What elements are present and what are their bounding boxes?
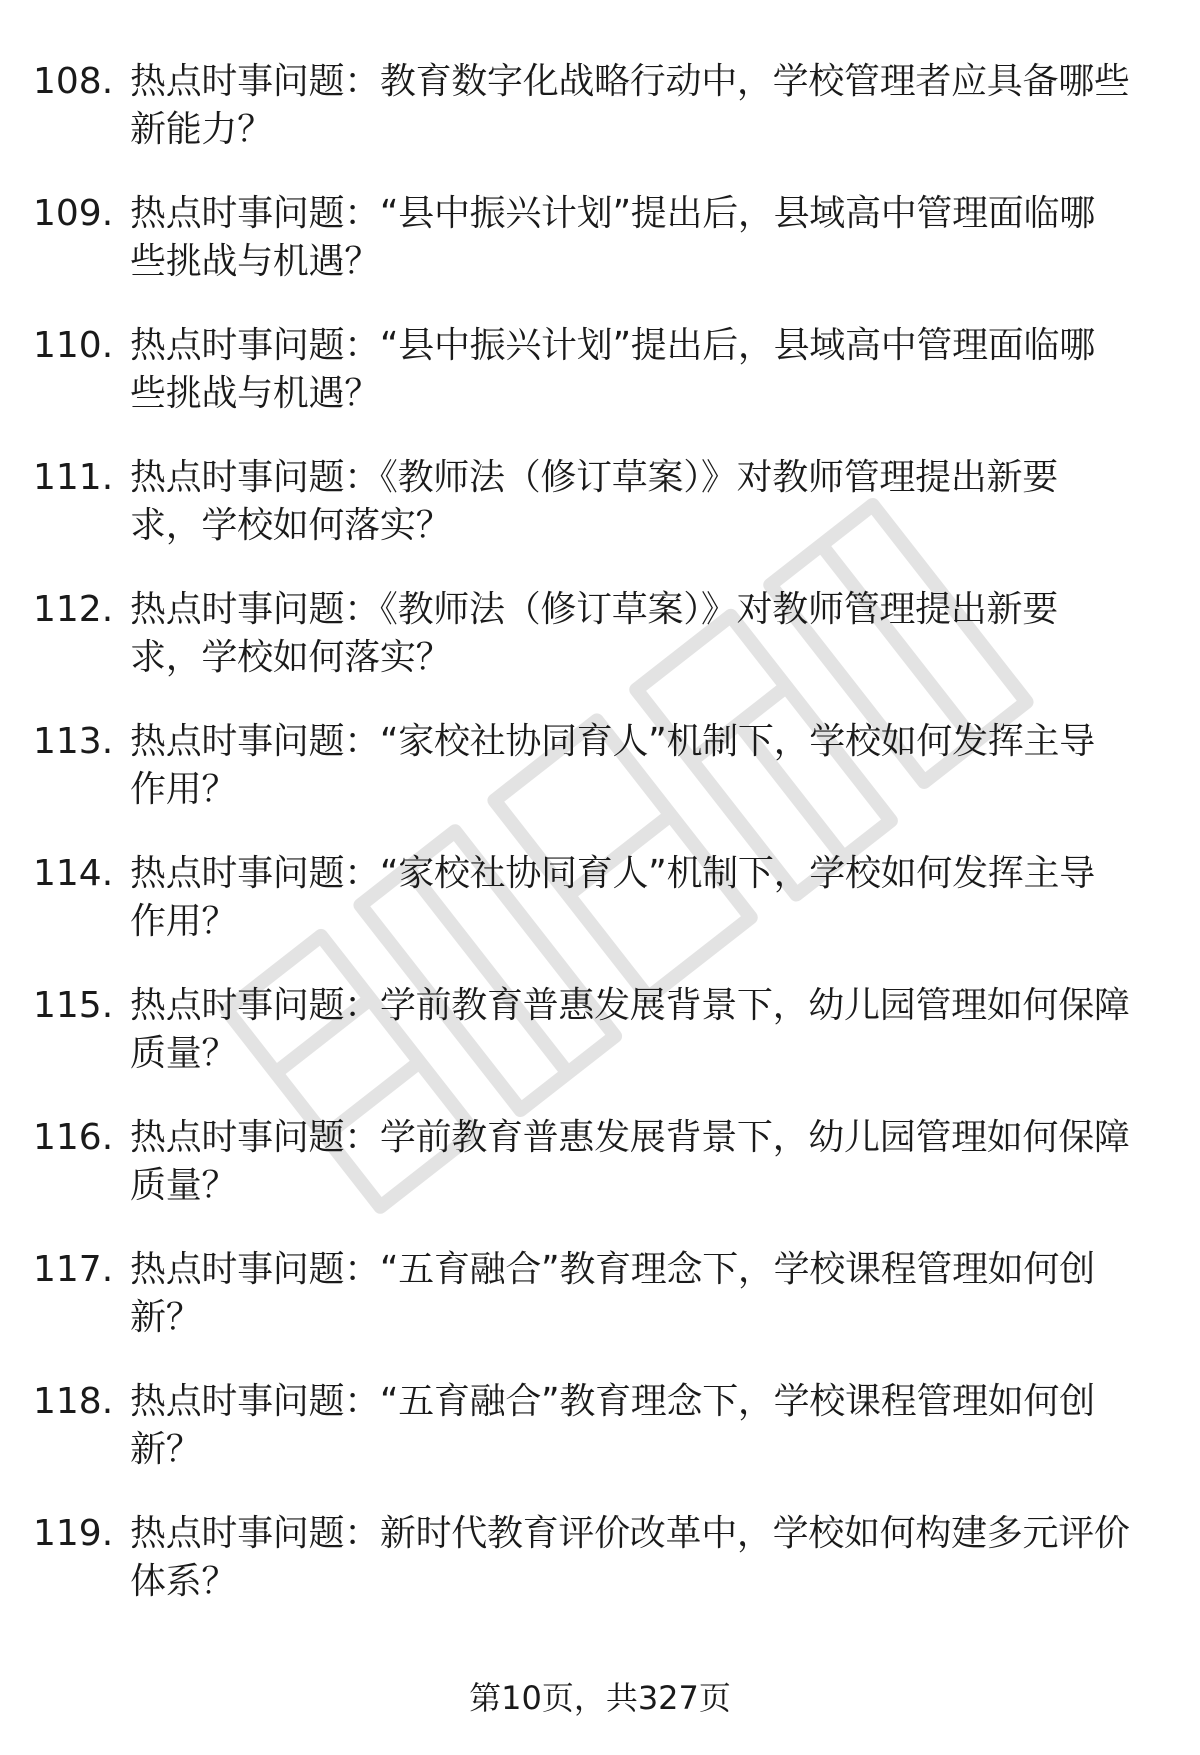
question-text bbox=[130, 1378, 1145, 1474]
question-text-line: 热点时事问题：“县中振兴计划”提出后，县域高中管理面临哪 bbox=[130, 193, 1095, 234]
question-text bbox=[130, 982, 1145, 1078]
question-number: 112. bbox=[33, 589, 114, 630]
question-number: 116. bbox=[33, 1117, 114, 1158]
question-text-line: 质量？ bbox=[130, 1033, 238, 1074]
question-text-line: 求，学校如何落实？ bbox=[130, 637, 452, 678]
question-list bbox=[0, 58, 1200, 1642]
question-text-line: 热点时事问题：《教师法（修订草案）》对教师管理提出新要 bbox=[130, 589, 1058, 630]
question-text bbox=[130, 454, 1145, 550]
question-number: 111. bbox=[33, 457, 114, 498]
question-text-line: 新能力？ bbox=[130, 109, 273, 150]
page-number: 第10页，共327页 bbox=[469, 1679, 731, 1717]
question-number: 109. bbox=[33, 193, 114, 234]
list-item bbox=[0, 1246, 1200, 1378]
list-item bbox=[0, 586, 1200, 718]
question-text-line: 热点时事问题：《教师法（修订草案）》对教师管理提出新要 bbox=[130, 457, 1058, 498]
question-text bbox=[130, 1246, 1145, 1342]
question-number: 115. bbox=[33, 985, 114, 1026]
list-item bbox=[0, 982, 1200, 1114]
question-text bbox=[130, 586, 1145, 682]
question-number: 118. bbox=[33, 1381, 114, 1422]
question-number: 108. bbox=[33, 61, 114, 102]
question-text-line: 体系？ bbox=[130, 1561, 238, 1602]
question-text bbox=[130, 190, 1145, 286]
question-text bbox=[130, 1510, 1145, 1606]
question-text-line: 热点时事问题：“家校社协同育人”机制下，学校如何发挥主导 bbox=[130, 721, 1095, 762]
question-text-line: 作用？ bbox=[130, 769, 238, 810]
question-text-line: 新？ bbox=[130, 1429, 202, 1470]
list-item bbox=[0, 190, 1200, 322]
question-text bbox=[130, 1114, 1145, 1210]
question-number: 114. bbox=[33, 853, 114, 894]
question-text-line: 作用？ bbox=[130, 901, 238, 942]
question-text-line: 热点时事问题：新时代教育评价改革中，学校如何构建多元评价 bbox=[130, 1513, 1130, 1554]
question-text-line: 热点时事问题：教育数字化战略行动中，学校管理者应具备哪些 bbox=[130, 61, 1130, 102]
question-number: 110. bbox=[33, 325, 114, 366]
question-text-line: 热点时事问题：“五育融合”教育理念下，学校课程管理如何创 bbox=[130, 1381, 1095, 1422]
question-text-line: 些挑战与机遇？ bbox=[130, 373, 380, 414]
question-number: 119. bbox=[33, 1513, 114, 1554]
list-item bbox=[0, 1510, 1200, 1642]
question-text bbox=[130, 850, 1145, 946]
question-text-line: 质量？ bbox=[130, 1165, 238, 1206]
question-number: 117. bbox=[33, 1249, 114, 1290]
question-number: 113. bbox=[33, 721, 114, 762]
list-item bbox=[0, 1378, 1200, 1510]
question-text-line: 热点时事问题：学前教育普惠发展背景下，幼儿园管理如何保障 bbox=[130, 1117, 1130, 1158]
question-text bbox=[130, 58, 1145, 154]
list-item bbox=[0, 322, 1200, 454]
question-text-line: 热点时事问题：“县中振兴计划”提出后，县域高中管理面临哪 bbox=[130, 325, 1095, 366]
question-text-line: 热点时事问题：“五育融合”教育理念下，学校课程管理如何创 bbox=[130, 1249, 1095, 1290]
question-text-line: 些挑战与机遇？ bbox=[130, 241, 380, 282]
question-text-line: 热点时事问题：“家校社协同育人”机制下，学校如何发挥主导 bbox=[130, 853, 1095, 894]
list-item bbox=[0, 1114, 1200, 1246]
list-item bbox=[0, 850, 1200, 982]
list-item bbox=[0, 718, 1200, 850]
list-item bbox=[0, 454, 1200, 586]
question-text-line: 热点时事问题：学前教育普惠发展背景下，幼儿园管理如何保障 bbox=[130, 985, 1130, 1026]
question-text-line: 求，学校如何落实？ bbox=[130, 505, 452, 546]
question-text bbox=[130, 322, 1145, 418]
question-text-line: 新？ bbox=[130, 1297, 202, 1338]
list-item bbox=[0, 58, 1200, 190]
question-text bbox=[130, 718, 1145, 814]
